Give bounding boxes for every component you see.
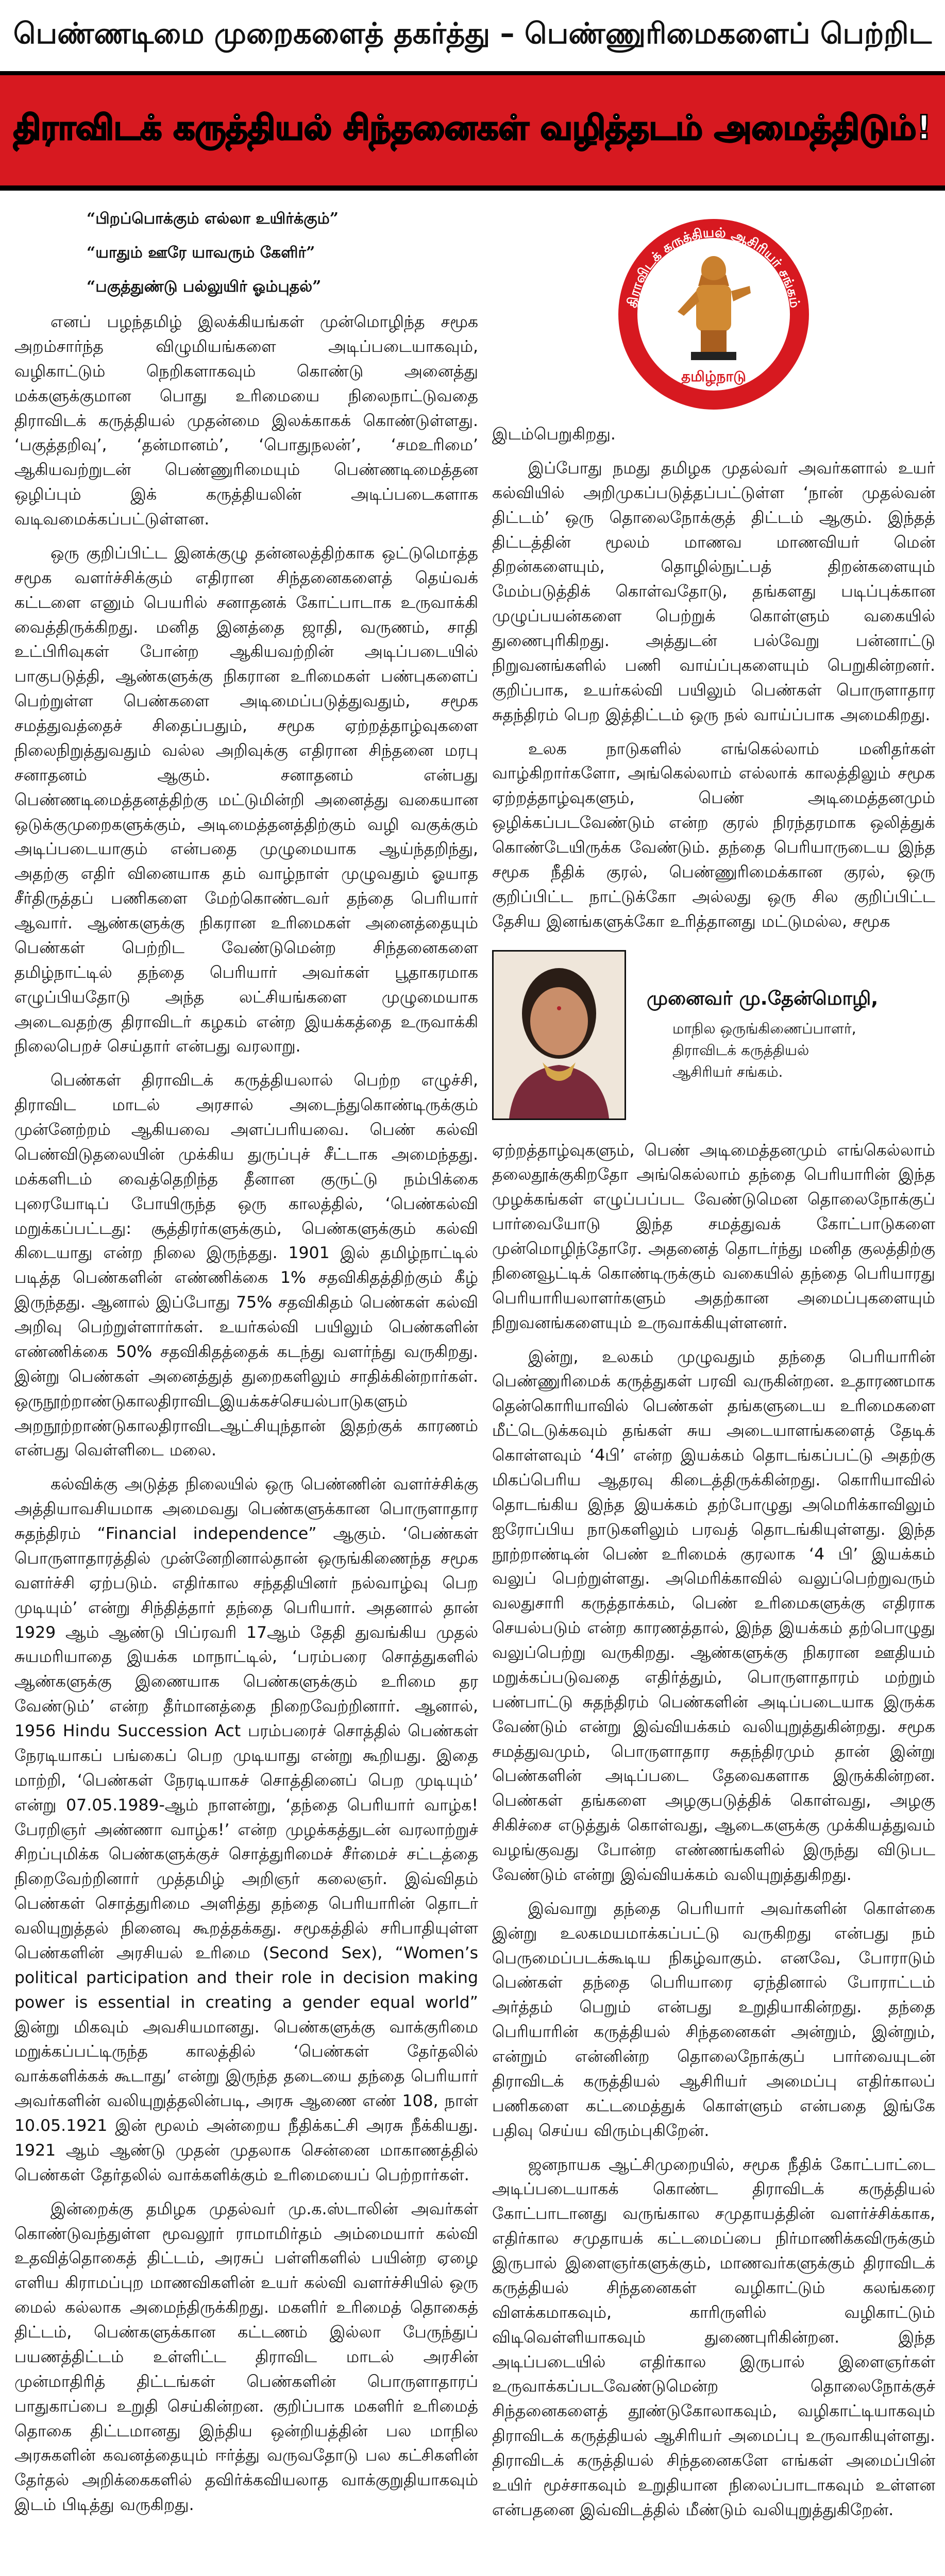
article-paragraph: கல்விக்கு அடுத்த நிலையில் ஒரு பெண்ணின் வளர்ச்சிக்கு அத்தியாவசியமாக அமைவது பெண்களுக்கான பொருளாதார சுதந்திரம் “Financial independence” ஆகும். ‘பெண்கள் பொருளாதாரத்தில் முன்னேறினால்தான் ஒருங்கிணைந்த சமூக வளர்ச்சி ஏற்படும். எதிர்கால சந்ததியினர் நல்வாழ்வு பெற முடியும்’ என்று சிந்தித்தார் தந்தை பெரியார். அதனால் தான் 1929 ஆம் ஆண்டு பிப்ரவரி 17ஆம் தேதி துவங்கிய முதல் சுயமரியாதை இயக்க மாநாட்டில், ‘பரம்பரை சொத்துகளில் ஆண்களுக்கு இணையாக பெண்களுக்கும் உரிமை தர வேண்டும்’ என்ற தீர்மானத்தை நிறைவேற்றினார். ஆனால், 1956 Hindu Succession Act பரம்பரைச் சொத்தில் பெண்கள் நேரடியாகப் பங்கைப் பெற முடியாது என்று கூறியது. இதை மாற்றி, ‘பெண்கள் நேரடியாகச் சொத்தினைப் பெற முடியும்’ என்று 07.05.1989-ஆம் நாளன்று, ‘தந்தை பெரியார் வாழ்க! பேரறிஞர் அண்ணா வாழ்க!’ என்ற முழக்கத்துடன் வரலாற்றுச் சிறப்புமிக்க பெண்களுக்குச் சொத்துரிமைச் சீர்மைச் சட்டத்தை நிறைவேற்றினார் முத்தமிழ் அறிஞர் கலைஞர். இவ்விதம் பெண்கள் சொத்துரிமை அளித்து தந்தை பெரியாரின் தொடர் வலியுறுத்தல் நினைவு கூறத்தக்கது. சமூகத்தில் சரிபாதியுள்ள பெண்களின் அரசியல் உரிமை (Second Sex), “Women’s political participation and their role in decision making power is essential in creating a gender equal world” இன்று மிகவும் அவசியமானது. பெண்களுக்கு வாக்குரிமை மறுக்கப்பட்டிருந்த காலத்தில் ‘பெண்கள் தேர்தலில் வாக்களிக்கக் கூடாது’ என்று இருந்த தடையை தந்தை பெரியார் அவர்களின் வலியுறுத்தலின்படி, அரசு ஆணை எண் 108, நாள் 10.05.1921 இன் மூலம் அன்றைய நீதிக்கட்சி அரசு நீக்கியது. 1921 ஆம் ஆண்டு முதன் முதலாக சென்னை மாகாணத்தில் பெண்கள் தேர்தலில் வாக்களிக்கும் உரிமையைப் பெற்றார்கள். — [14, 1475, 478, 2184]
article-paragraph: இன்றைக்கு தமிழக முதல்வர் மு.க.ஸ்டாலின் அவர்கள் கொண்டுவந்துள்ள மூவலூர் ராமாமிர்தம் அம்மையார் கல்வி உதவித்தொகைத் திட்டம், அரசுப் பள்ளிகளில் பயின்ற ஏழை எளிய கிராமப்புற மாணவிகளின் உயர் கல்வி வளர்ச்சியில் ஒரு மைல் கல்லாக அமைந்திருக்கிறது. மகளிர் உரிமைத் தொகைத் திட்டம், பெண்களுக்கான கட்டணம் இல்லா பேருந்துப் பயணத்திட்டம் உள்ளிட்ட திராவிட மாடல் அரசின் முன்மாதிரித் திட்டங்கள் பெண்களின் பொருளாதாரப் பாதுகாப்பை உறுதி செய்கின்றன. குறிப்பாக மகளிர் உரிமைத் தொகை திட்டமானது இந்திய ஒன்றியத்தின் பல மாநில அரசுகளின் கவனத்தையும் ஈர்த்து வருவதோடு பல கட்சிகளின் தேர்தல் அறிக்கைகளில் தவிர்க்கவியலாத வாக்குறுதியாகவும் இடம் பிடித்து வருகிறது. — [14, 2199, 478, 2515]
article-paragraph: இன்று, உலகம் முழுவதும் தந்தை பெரியாரின் பெண்ணுரிமைக் கருத்துகள் பரவி வருகின்றன. உதாரணமாக தென்கொரியாவில் பெண்கள் தங்களுடைய உரிமைகளை மீட்டெடுக்கவும் தங்கள் சுய அடையாளங்களைத் தேடிக் கொள்ளவும் ‘4பி’ என்ற இயக்கம் தொடங்கப்பட்டு அதற்கு மிகப்பெரிய ஆதரவு கிடைத்திருக்கின்றது. கொரியாவில் தொடங்கிய இந்த இயக்கம் தற்போழுது அமெரிக்காவிலும் ஐரோப்பிய நாடுகளிலும் பரவத் தொடங்கியுள்ளது. இந்த நூற்றாண்டின் பெண் உரிமைக் குரலாக ‘4 பி’ இயக்கம் வலுப் பெற்றுள்ளது. அமெரிக்காவில் வலுப்பெற்றுவரும் வலதுசாரி கருத்தாக்கம், பெண் உரிமைகளுக்கு எதிராக செயல்படும் என்ற காரணத்தால், இந்த இயக்கம் தற்பொழுது வலுப்பெற்று வருகிறது. ஆண்களுக்கு நிகரான ஊதியம் மறுக்கப்படுவதை எதிர்த்தும், பொருளாதாரம் மற்றும் பண்பாட்டு சுதந்திரம் பெண்களின் அடிப்படையாக இருக்க வேண்டும் என்று இவ்வியக்கம் வலியுறுத்துகின்றது. சமூக சமத்துவமும், பொருளாதார சுதந்திரமும் தான் இன்று பெண்களின் அடிப்படை தேவைகளாக இருக்கின்றன. பெண்கள் தங்களை அழகுபடுத்திக் கொள்வது, அழகு சிகிச்சை எடுத்துக் கொள்வது, ஆடைகளுக்கு முக்கியத்துவம் வழங்குவது போன்ற எண்ணங்களில் இருந்து விடுபட வேண்டும் என்று இவ்வியக்கம் வலியுறுத்துகிறது. — [492, 1347, 935, 1884]
article-paragraph: இடம்பெறுகிறது. — [492, 425, 616, 444]
article-paragraph: ஒரு குறிப்பிட்ட இனக்குழு தன்னலத்திற்காக ஒட்டுமொத்த சமூக வளர்ச்சிக்கும் எதிரான சிந்தனைகளைத் தெய்வக் கட்டளை எனும் பெயரில் சனாதனக் கோட்பாடாக உருவாக்கி வைத்திருக்கிறது. மனித இனத்தை ஜாதி, வருணம், சாதி உட்பிரிவுகள் போன்ற ஆகியவற்றின் அடிப்படையில் பாகுபடுத்தி, ஆண்களுக்கு நிகரான உரிமைகள் பண்புகளைப் பெற்றுள்ள பெண்களை அடிமைப்படுத்துவதும், சமூக சமத்துவத்தைச் சிதைப்பதும், சமூக ஏற்றத்தாழ்வுகளை நிலைநிறுத்துவதும் வல்ல அறிவுக்கு எதிரான சிந்தனை மரபு சனாதனம் ஆகும். சனாதனம் என்பது பெண்ணடிமைத்தனத்திற்கு மட்டுமின்றி அனைத்து வகையான ஒடுக்குமுறைகளுக்கும், அடிமைத்தனத்திற்கும் வழி வகுக்கும் அடிப்படையாகும் என்பதை முழுமையாக ஆய்ந்தறிந்து, அதற்கு எதிர் வினையாக தம் வாழ்நாள் முழுவதும் ஓயாத சீர்திருத்தப் பணிகளை மேற்கொண்டவர் தந்தை பெரியார் ஆவார். ஆண்களுக்கு நிகரான உரிமைகள் அனைத்தையும் பெண்கள் பெற்றிட வேண்டுமென்ற சிந்தனைகளை தமிழ்நாட்டில் தந்தை பெரியார் அவர்கள் பூதாகரமாக எழுப்பியதோடு அந்த லட்சியங்களை முழுமையாக அடைவதற்கு திராவிடர் கழகம் என்ற இயக்கத்தை உருவாக்கி நிலைபெறச் செய்தார் என்பது வரலாறு. — [14, 544, 478, 1056]
author-role-line: திராவிடக் கருத்தியல் — [672, 1041, 809, 1059]
organization-logo — [523, 206, 904, 417]
article-paragraph: உலக நாடுகளில் எங்கெல்லாம் மனிதர்கள் வாழ்கிறார்களோ, அங்கெல்லாம் எல்லாக் காலத்திலும் சமூக ஏற்றத்தாழ்வுகளும், பெண் அடிமைத்தனமும் ஒழிக்கப்படவேண்டும் என்ற குரல் நிரந்தரமாக ஒலித்துக் கொண்டேயிருக்க வேண்டும். தந்தை பெரியாருடைய இந்த சமூக நீதிக் குரல், பெண்ணுரிமைக்கான குரல், ஒரு குறிப்பிட்ட நாட்டுக்கோ அல்லது ஒரு சில குறிப்பிட்ட தேசிய இனங்களுக்கோ உரித்தானது மட்டுமல்ல, சமூக — [492, 739, 935, 931]
author-role — [672, 1018, 935, 1083]
headline-banner — [0, 71, 945, 191]
author-name: முனைவர் மு.தேன்மொழி, — [647, 987, 879, 1009]
left-column — [14, 196, 478, 2576]
strapline — [0, 0, 945, 71]
author-card — [492, 950, 935, 1120]
author-role-line: மாநில ஒருங்கிணைப்பாளர், — [672, 1020, 856, 1037]
article-paragraph: ஏற்றத்தாழ்வுகளும், பெண் அடிமைத்தனமும் எங்கெல்லாம் தலைதூக்குகிறதோ அங்கெல்லாம் தந்தை பெரியாரின் இந்த முழக்கங்கள் எழுப்பப்பட வேண்டுமென தொலைநோக்குப் பார்வையோடு இந்த சமத்துவக் கோட்பாடுகளை முன்மொழிந்தோரே. அதனைத் தொடர்ந்து மனித குலத்திற்கு நினைவூட்டிக் கொண்டிருக்கும் வகையில் தந்தை பெரியாரது பெரியாரியலாளர்களும் அதற்கான அமைப்புகளையும் நிறுவனங்களையும் உருவாக்கியுள்ளனர். — [492, 1141, 935, 1332]
article-paragraph: எனப் பழந்தமிழ் இலக்கியங்கள் முன்மொழிந்த சமூக அறம்சார்ந்த விழுமியங்களை அடிப்படையாகவும், வழிகாட்டும் நெறிகளாகவும் கொண்டு அனைத்து மக்களுக்குமான பொது உரிமையை நிலைநாட்டுவதை திராவிடக் கருத்தியல் முதன்மை இலக்காகக் கொண்டுள்ளது. ‘பகுத்தறிவு’, ‘தன்மானம்’, ‘பொதுநலன்’, ‘சமஉரிமை’ ஆகியவற்றுடன் பெண்ணுரிமையும் பெண்ணடிமைத்தன ஒழிப்பும் இக் கருத்தியலின் அடிப்படைகளாக வடிவமைக்கப்பட்டுள்ளன. — [14, 313, 478, 529]
article-paragraph: ஜனநாயக ஆட்சிமுறையில், சமூக நீதிக் கோட்பாட்டை அடிப்படையாகக் கொண்ட திராவிடக் கருத்தியல் கோட்பாடானது வருங்கால சமுதாயத்தின் வளர்ச்சிக்காக, எதிர்கால சமுதாயக் கட்டமைப்பை நிர்மாணிக்கவிருக்கும் இருபால் இளைஞர்களுக்கும், மாணவர்களுக்கும் திராவிடக் கருத்தியல் சிந்தனைகள் வழிகாட்டும் கலங்கரை விளக்கமாகவும், காரிருளில் வழிகாட்டும் விடிவெள்ளியாகவும் துணைபுரிகின்றன. இந்த அடிப்படையில் எதிர்கால இருபால் இளைஞர்கள் உருவாக்கப்படவேண்டுமென்ற தொலைநோக்குச் சிந்தனைகளைத் தூண்டுகோலாகவும், வழிகாட்டியாகவும் திராவிடக் கருத்தியல் ஆசிரியர் அமைப்பு உருவாகியுள்ளது. திராவிடக் கருத்தியல் சிந்தனைகளே எங்கள் அமைப்பின் உயிர் மூச்சாகவும் உறுதியான நிலைப்பாடாகவும் உள்ளன என்பதனை இவ்விடத்தில் மீண்டும் வலியுறுத்துகிறேன். — [492, 2155, 935, 2519]
quote-1: “பிறப்பொக்கும் எல்லா உயிர்க்கும்” — [87, 210, 339, 228]
article-paragraph: இவ்வாறு தந்தை பெரியார் அவர்களின் கொள்கை இன்று உலகமயமாக்கப்பட்டு வருகிறது என்பது நம் பெருமைப்படக்கூடிய நிகழ்வாகும். எனவே, போராடும் பெண்கள் தந்தை பெரியாரை ஏந்தினால் போராட்டம் அர்த்தம் பெறும் என்பது உறுதியாகின்றது. தந்தை பெரியாரின் கருத்தியல் சிந்தனைகள் அன்றும், இன்றும், என்றும் என்னின்ற தொலைநோக்குப் பார்வையுடன் திராவிடக் கருத்தியல் ஆசிரியர் அமைப்பு எதிர்காலப் பணிகளை கட்டமைத்துக் கொள்ளும் என்பதை இங்கே பதிவு செய்ய விரும்புகிறேன். — [492, 1899, 935, 2140]
author-photo — [492, 950, 626, 1120]
logo-emblem-icon — [600, 209, 827, 415]
right-column — [492, 196, 935, 2576]
logo-arc-text: திராவிடக் கருத்தியல் ஆசிரியர் சங்கம் — [625, 225, 803, 309]
author-details — [647, 987, 935, 1083]
logo-bottom-text: தமிழ்நாடு — [681, 368, 746, 385]
strapline-text: பெண்ணடிமை முறைகளைத் தகர்த்து – பெண்ணுரிமைகளைப் பெற்றிட — [13, 17, 932, 50]
quote-3: “பகுத்துண்டு பல்லுயிர் ஓம்புதல்” — [87, 278, 322, 296]
article-paragraph: இப்போது நமது தமிழக முதல்வர் அவர்களால் உயர் கல்வியில் அறிமுகப்படுத்தப்பட்டுள்ள ‘நான் முதல்வன் திட்டம்’ ஒரு தொலைநோக்குத் திட்டம் ஆகும். இந்தத் திட்டத்தின் மூலம் மாணவ மாணவியர் மென் திறன்களையும், தொழில்நுட்பத் திறன்களையும் மேம்படுத்திக் கொள்வதோடு, தங்களது படிப்புக்கான முழுப்பயன்களை பெற்றுக் கொள்ளும் வகையில் துணைபுரிகிறது. அத்துடன் பல்வேறு பன்னாட்டு நிறுவனங்களில் பணி வாய்ப்புகளையும் பெறுகின்றனர். குறிப்பாக, உயர்கல்வி பயிலும் பெண்கள் பொருளாதார சுதந்திரம் பெற இத்திட்டம் ஒரு நல் வாய்ப்பாக அமைகிறது. — [492, 459, 935, 724]
quote-2: “யாதும் ஊரே யாவரும் கேளிர்” — [87, 244, 315, 262]
author-role-line: ஆசிரியர் சங்கம். — [672, 1063, 783, 1080]
headline-text: திராவிடக் கருத்தியல் சிந்தனைகள் வழித்தடம் அமைத்திடும்! — [13, 109, 932, 147]
author-portrait-icon — [494, 952, 625, 1118]
article-paragraph: பெண்கள் திராவிடக் கருத்தியலால் பெற்ற எழுச்சி, திராவிட மாடல் அரசால் அடைந்துகொண்டிருக்கும் முன்னேற்றம் ஆகியவை அளப்பரியவை. பெண் கல்வி பெண்விடுதலையின் முக்கிய துருப்புச் சீட்டாக அமைந்தது. மக்களிடம் வைத்தெறிந்த தீனான குருட்டு நம்பிக்கை புரையோடிப் போயிருந்த ஒரு காலத்தில், ‘பெண்கல்வி மறுக்கப்பட்டது: சூத்திரர்களுக்கும், பெண்களுக்கும் கல்வி கிடையாது என்ற நிலை இருந்தது. 1901 இல் தமிழ்நாட்டில் படித்த பெண்களின் எண்ணிக்கை 1% சதவிகிதத்திற்கும் கீழ் இருந்தது. ஆனால் இப்போது 75% சதவிகிதம் பெண்கள் கல்வி அறிவு பெற்றுள்ளார்கள். உயர்கல்வி பயிலும் பெண்களின் எண்ணிக்கை 50% சதவிகிதத்தைக் கடந்து வளர்ந்து வருகிறது. இன்று பெண்கள் அனைத்துத் துறைகளிலும் சாதிக்கின்றார்கள். ஒருநூற்றாண்டுகாலதிராவிடஇயக்கச்செயல்பாடுகளும் அறநூற்றாண்டுகாலதிராவிடஆட்சியுந்தான் இதற்குக் காரணம் என்பது வெள்ளிடை மலை. — [14, 1071, 478, 1460]
